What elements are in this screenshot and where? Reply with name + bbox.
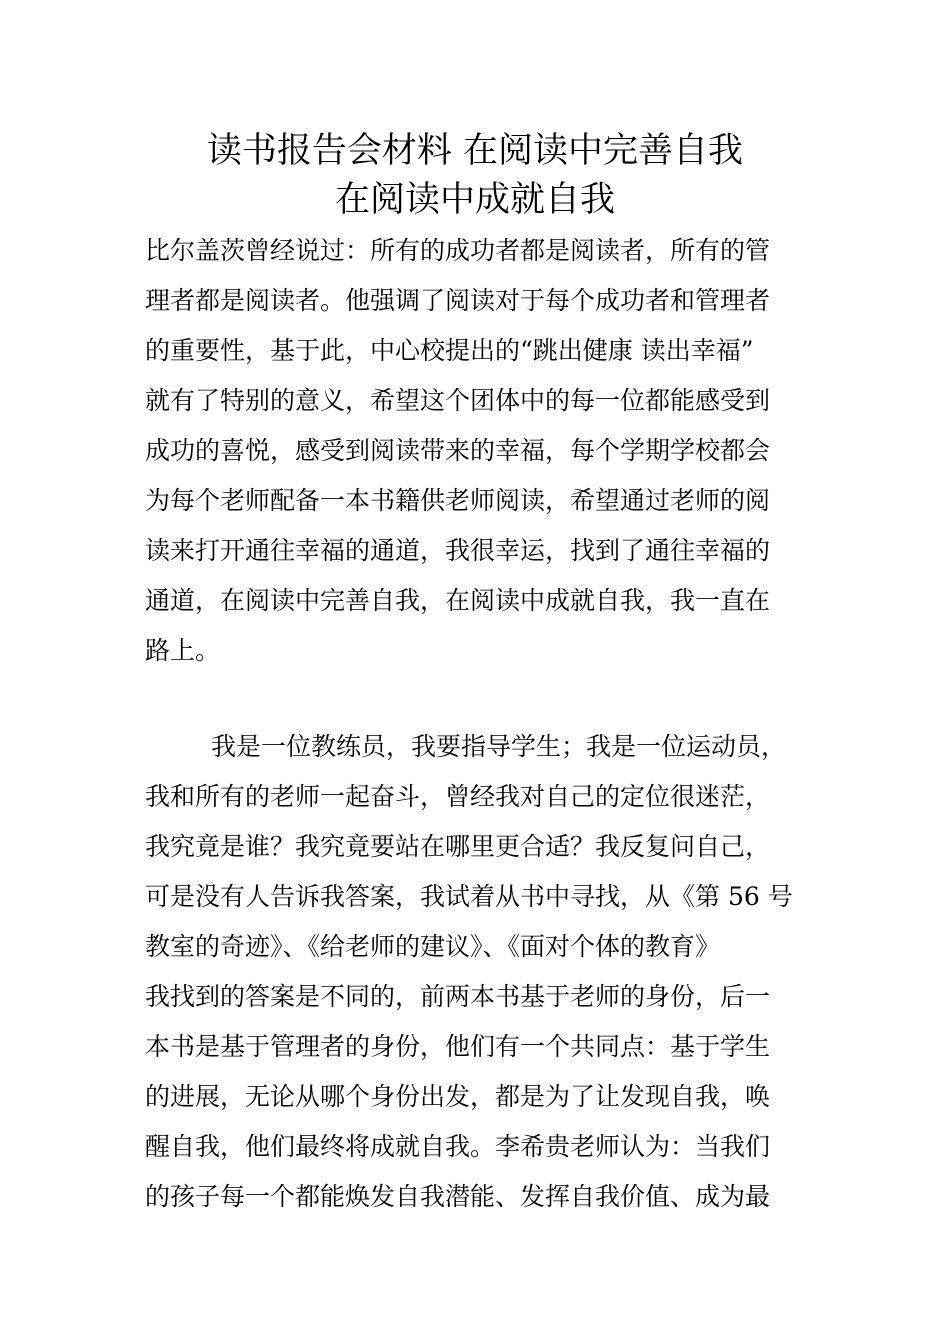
text-line: 的进展，无论从哪个身份出发，都是为了让发现自我，唤	[145, 1082, 771, 1111]
text-line: 本书是基于管理者的身份，他们有一个共同点：基于学生	[145, 1032, 771, 1061]
text-line: 通道，在阅读中完善自我，在阅读中成就自我，我一直在	[145, 586, 771, 615]
text-line: 为每个老师配备一本书籍供老师阅读，希望通过老师的阅	[145, 486, 771, 515]
text-line: 就有了特别的意义，希望这个团体中的每一位都能感受到	[145, 386, 771, 415]
document-title: 读书报告会材料 在阅读中完善自我	[206, 131, 744, 171]
text-line: 的孩子每一个都能焕发自我潜能、发挥自我价值、成为最	[145, 1182, 771, 1211]
text-line: 我是一位教练员，我要指导学生；我是一位运动员，	[211, 732, 787, 761]
text-line: 的重要性，基于此，中心校提出的“跳出健康 读出幸福”	[145, 336, 754, 365]
text-line: 比尔盖茨曾经说过：所有的成功者都是阅读者，所有的管	[145, 236, 771, 265]
text-line: 理者都是阅读者。他强调了阅读对于每个成功者和管理者	[145, 286, 771, 315]
text-line: 路上。	[145, 636, 221, 665]
text-line: 可是没有人告诉我答案，我试着从书中寻找，从《第 56 号	[145, 882, 793, 911]
text-line: 我找到的答案是不同的，前两本书基于老师的身份，后一	[145, 982, 771, 1011]
text-line: 教室的奇迹》、《给老师的建议》、《面对个体的教育》	[145, 932, 721, 961]
text-line: 读来打开通往幸福的通道，我很幸运，找到了通往幸福的	[145, 536, 771, 565]
document-subtitle: 在阅读中成就自我	[334, 180, 615, 220]
text-line: 我究竟是谁？我究竟要站在哪里更合适？我反复问自己，	[145, 832, 771, 861]
text-line: 我和所有的老师一起奋斗，曾经我对自己的定位很迷茫，	[145, 782, 771, 811]
text-line: 成功的喜悦，感受到阅读带来的幸福，每个学期学校都会	[145, 436, 771, 465]
text-line: 醒自我，他们最终将成就自我。李希贵老师认为：当我们	[145, 1132, 771, 1161]
